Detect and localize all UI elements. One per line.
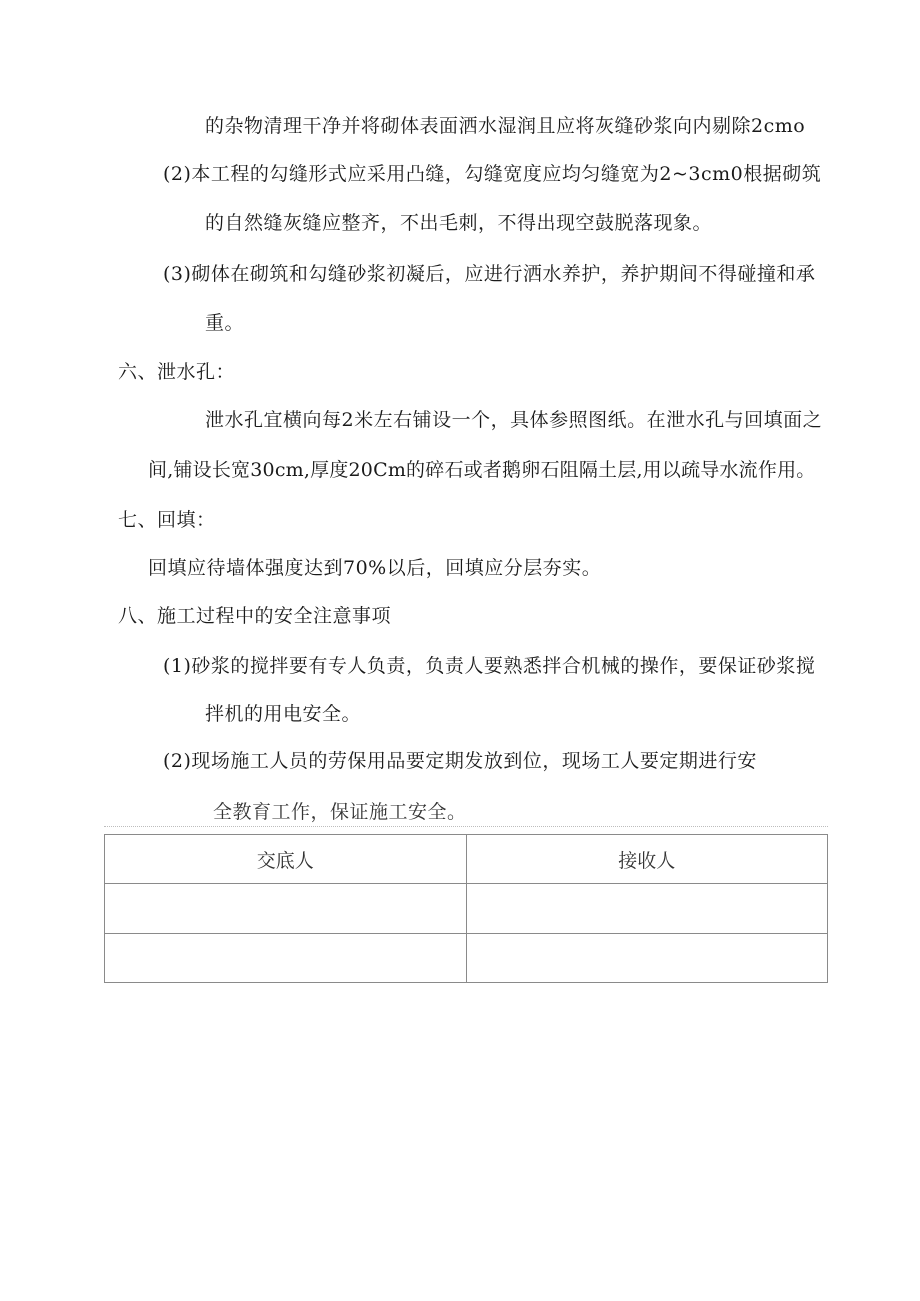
section-heading: 八、施工过程中的安全注意事项 bbox=[118, 605, 392, 627]
divider bbox=[104, 826, 828, 827]
table-header-row bbox=[105, 835, 828, 884]
body-text-line: 全教育工作，保证施工安全。 bbox=[213, 801, 467, 823]
body-text-line: 回填应待墙体强度达到70%以后，回填应分层夯实。 bbox=[148, 557, 602, 579]
table-row bbox=[105, 884, 828, 933]
handover-person-header: 交底人 bbox=[105, 835, 467, 884]
table-row bbox=[105, 933, 828, 982]
body-text-line: (3)砌体在砌筑和勾缝砂浆初凝后，应进行洒水养护，养护期间不得碰撞和承 bbox=[163, 263, 816, 285]
section-heading: 七、回填： bbox=[118, 509, 216, 531]
body-text-line: 重。 bbox=[205, 312, 245, 334]
handover-person-cell[interactable] bbox=[105, 884, 467, 933]
body-text-line: 间,铺设长宽30cm,厚度20Cm的碎石或者鹅卵石阻隔土层,用以疏导水流作用。 bbox=[148, 459, 816, 481]
receiver-cell[interactable] bbox=[466, 933, 828, 982]
body-text-line: (1)砂浆的搅拌要有专人负责，负责人要熟悉拌合机械的操作，要保证砂浆搅 bbox=[163, 655, 816, 677]
body-text-line: 的杂物清理干净并将砌体表面洒水湿润且应将灰缝砂浆向内剔除2cmo bbox=[205, 115, 806, 137]
body-text-line: (2)现场施工人员的劳保用品要定期发放到位，现场工人要定期进行安 bbox=[163, 750, 757, 772]
receiver-cell[interactable] bbox=[466, 884, 828, 933]
body-text-line: 泄水孔宜横向每2米左右铺设一个，具体参照图纸。在泄水孔与回填面之 bbox=[205, 409, 823, 431]
receiver-header: 接收人 bbox=[466, 835, 828, 884]
body-text-line: 的自然缝灰缝应整齐，不出毛刺，不得出现空鼓脱落现象。 bbox=[205, 212, 713, 234]
section-heading: 六、泄水孔： bbox=[118, 361, 236, 383]
body-text-line: (2)本工程的勾缝形式应采用凸缝，勾缝宽度应均匀缝宽为2~3cm0根据砌筑 bbox=[163, 163, 822, 185]
signature-table bbox=[104, 834, 828, 983]
body-text-line: 拌机的用电安全。 bbox=[205, 703, 362, 725]
handover-person-cell[interactable] bbox=[105, 933, 467, 982]
